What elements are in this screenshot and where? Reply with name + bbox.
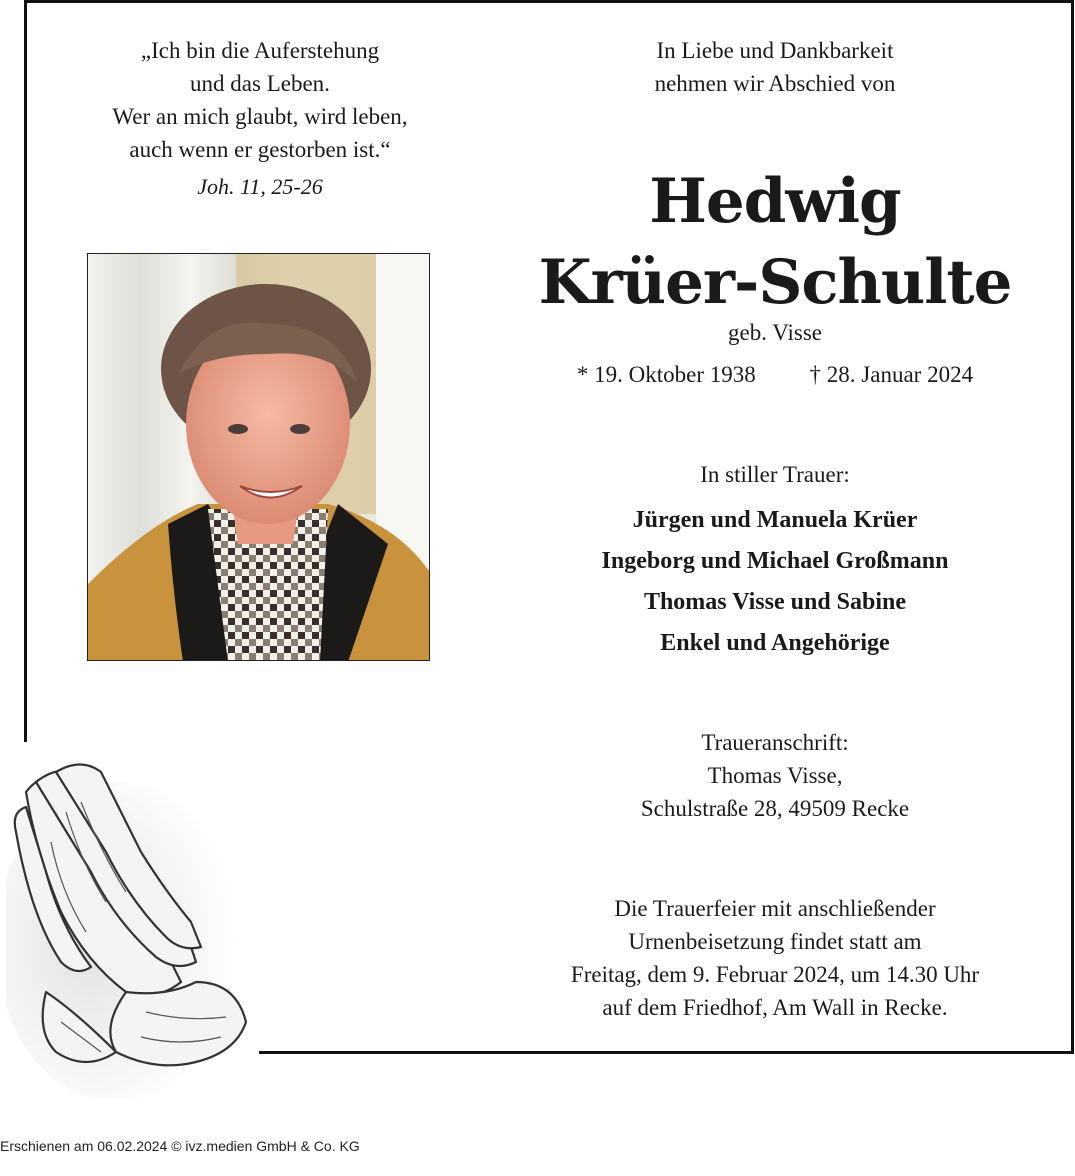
publication-footer: Erschienen am 06.02.2024 © ivz.medien GmbH & Co. KG [0,1138,360,1154]
address-label: Traueranschrift: [701,730,849,755]
praying-hands-icon [6,752,256,1097]
verse-reference: Joh. 11, 25-26 [197,174,323,199]
life-dates [475,362,1075,388]
deceased-first-name: Hedwig [649,166,901,237]
verse-line: und das Leben. [190,71,330,96]
frame-left-border [24,0,27,742]
verse-line: auch wenn er gestorben ist.“ [129,137,391,162]
address-street: Schulstraße 28, 49509 Recke [640,796,910,821]
verse-line: „Ich bin die Auferstehung [140,38,380,63]
mourner-name: Jürgen und Manuela Krüer [632,507,918,533]
intro-line: nehmen wir Abschied von [654,71,896,96]
ceremony-line: Urnenbeisetzung findet statt am [628,929,922,954]
ceremony-line: Die Trauerfeier mit anschließender [614,896,936,921]
mourning-address [475,726,1075,825]
birth-date: * 19. Oktober 1938 [576,362,756,387]
mourning-label: In stiller Trauer: [700,462,850,487]
death-date: † 28. Januar 2024 [809,362,974,387]
bible-verse [60,34,460,166]
deceased-last-name: Krüer-Schulte [538,247,1012,318]
ceremony-line: auf dem Friedhof, Am Wall in Recke. [602,995,948,1020]
mourner-name: Ingeborg und Michael Großmann [601,548,949,574]
mourner-name: Thomas Visse und Sabine [643,589,907,615]
ceremony-info [475,892,1075,1024]
ceremony-line: Freitag, dem 9. Februar 2024, um 14.30 Uhr [570,962,980,987]
intro-line: In Liebe und Dankbarkeit [656,38,894,63]
mourner-name: Enkel und Angehörige [660,630,890,656]
frame-top-border [24,0,1074,3]
address-name: Thomas Visse, [707,763,843,788]
birth-name: geb. Visse [727,320,823,345]
frame-bottom-border [259,1051,1074,1054]
farewell-intro [475,34,1075,100]
verse-line: Wer an mich glaubt, wird leben, [112,104,408,129]
portrait-photo [87,253,430,661]
mourners-list [475,500,1075,664]
